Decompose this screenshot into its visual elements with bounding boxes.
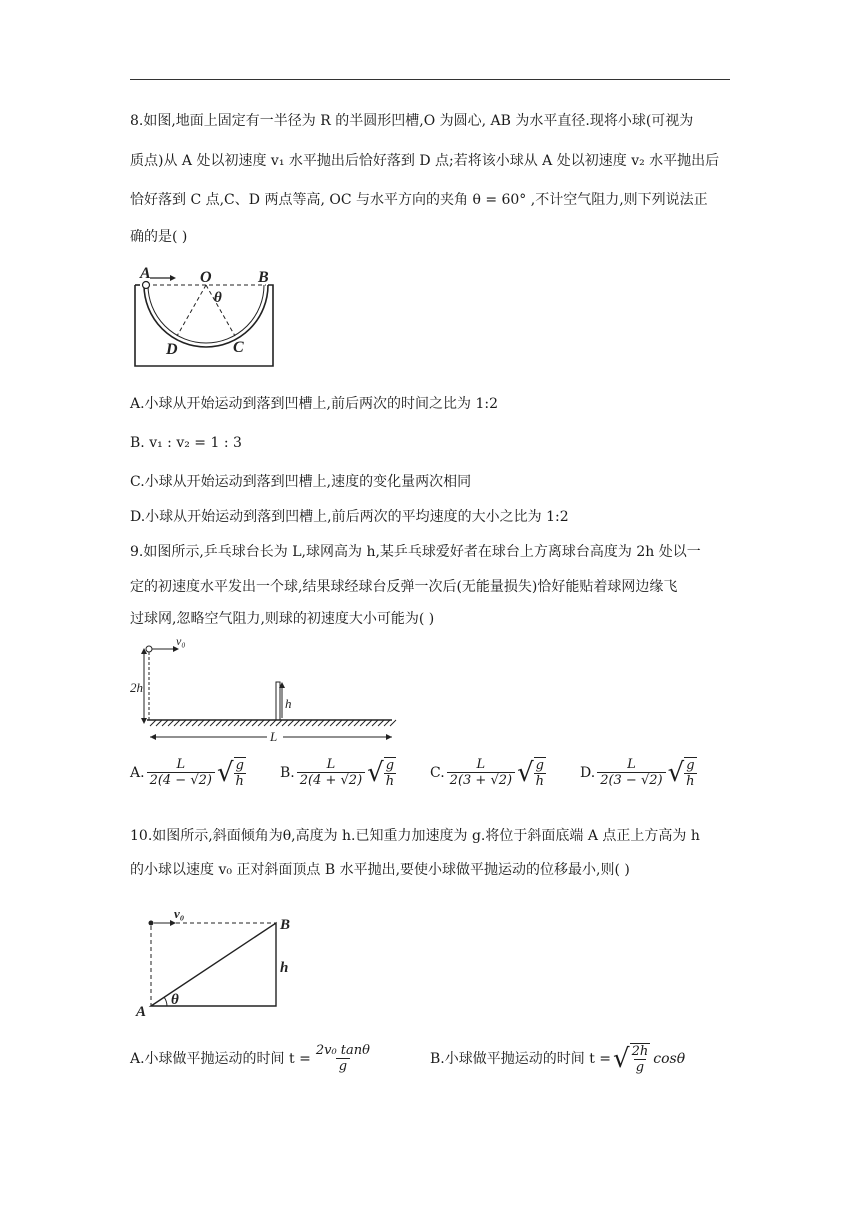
table-hatch-mark: [246, 720, 252, 726]
q9-option-b-den: 2(4 + √2): [297, 772, 365, 789]
q8-line-1: 8.如图,地面上固定有一半径为 R 的半圆形凹槽,O 为圆心, AB 为水平直径.现将小球(可视为: [130, 113, 694, 129]
table-hatch-mark: [378, 720, 384, 726]
q10-label-h: h: [280, 960, 289, 976]
table-hatch-mark: [312, 720, 318, 726]
q8-label-d: D: [166, 341, 178, 358]
q9-option-b-rad-num: g: [385, 758, 395, 773]
table-hatch-mark: [330, 720, 336, 726]
q10-option-a-fraction: [313, 1043, 373, 1075]
q9-option-a-rad-den: h: [235, 774, 244, 789]
q9-line-3: 过球网,忽略空气阻力,则球的初速度大小可能为( ): [130, 611, 435, 627]
q9-label-v0: v₀: [176, 636, 186, 648]
q9-option-c-num: L: [476, 757, 486, 772]
q8-label-theta: θ: [214, 290, 222, 306]
q9-option-b-radical: √ $\frac{g}{h}$: [367, 758, 395, 789]
table-hatch-mark: [228, 720, 234, 726]
q9-line-2: 定的初速度水平发出一个球,结果球经球台反弹一次后(无能量损失)恰好能贴着球网边缘飞: [130, 579, 678, 595]
table-hatch-mark: [264, 720, 270, 726]
q10-line-2: 的小球以速度 v₀ 正对斜面顶点 B 水平抛出,要使小球做平抛运动的位移最小,则( ): [130, 862, 630, 878]
table-hatch-mark: [270, 720, 276, 726]
q10-option-b-text: B.小球做平抛运动的时间 t =: [430, 1051, 611, 1067]
q8-line-2: 质点)从 A 处以初速度 v₁ 水平抛出后恰好落到 D 点;若将该小球从 A 处以初速度 v₂ 水平抛出后: [130, 153, 720, 169]
table-hatch-mark: [216, 720, 222, 726]
q8-option-b: B. v₁ : v₂ = 1 : 3: [130, 435, 242, 451]
q9-line-1: 9.如图所示,乒乓球台长为 L,球网高为 h,某乒乓球爱好者在球台上方离球台高度为 2h 处以一: [130, 544, 701, 560]
q9-option-d-rad-den: h: [686, 774, 695, 789]
q9-option-a-rad-num: g: [235, 758, 244, 773]
table-hatch-mark: [234, 720, 240, 726]
q9-option-d-den: 2(3 − √2): [597, 772, 665, 789]
q8-option-d: D.小球从开始运动到落到凹槽上,前后两次的平均速度的大小之比为 1:2: [130, 509, 569, 525]
q10-label-theta: θ: [171, 992, 179, 1008]
table-hatch-mark: [276, 720, 282, 726]
table-hatch-mark: [324, 720, 330, 726]
q10-option-b-radical: √ $\frac{2h}{g}$: [613, 1044, 649, 1075]
q9-option-d: [580, 757, 697, 789]
q8-option-c: C.小球从开始运动到落到凹槽上,速度的变化量两次相同: [130, 474, 472, 490]
table-hatch-mark: [240, 720, 246, 726]
q9-option-a-prefix: A.: [130, 765, 145, 781]
q9-option-d-rad-num: g: [686, 758, 695, 773]
q9-option-c-fraction: [447, 757, 515, 789]
q10-label-v0: v₀: [174, 906, 185, 921]
header-rule: [130, 79, 730, 80]
table-hatch-mark: [204, 720, 210, 726]
table-hatch-mark: [174, 720, 180, 726]
table-hatch-mark: [342, 720, 348, 726]
q9-option-d-fraction: [597, 757, 665, 789]
q9-option-a-radical: √ $\frac{g}{h}$: [216, 758, 244, 789]
q10-option-b-rad-den: g: [635, 1060, 645, 1075]
q8-label-o: O: [200, 269, 212, 286]
table-hatch-mark: [282, 720, 288, 726]
q9-option-a-num: L: [176, 757, 186, 772]
q10-option-a-text: A.小球做平抛运动的时间 t =: [130, 1051, 311, 1067]
table-hatch-mark: [366, 720, 372, 726]
q9-option-a-den: 2(4 − √2): [147, 772, 215, 789]
q10-option-a-num: 2v₀ tanθ: [315, 1043, 370, 1058]
table-hatch-mark: [192, 720, 198, 726]
table-hatch-mark: [306, 720, 312, 726]
q9-option-c-prefix: C.: [430, 765, 445, 781]
q10-option-b: [430, 1043, 685, 1075]
q9-option-b-fraction: [297, 757, 365, 789]
q9-label-h: h: [285, 696, 292, 711]
q9-option-c-rad-num: g: [535, 758, 544, 773]
table-hatch-mark: [258, 720, 264, 726]
q9-option-b-rad-den: h: [385, 774, 395, 789]
q10-option-a: [130, 1043, 373, 1075]
q9-option-d-prefix: D.: [580, 765, 596, 781]
table-hatch-mark: [318, 720, 324, 726]
q9-option-a: [130, 757, 246, 789]
q8-line-4: 确的是( ): [130, 229, 188, 245]
q10-option-a-den: g: [336, 1058, 350, 1075]
q9-option-a-fraction: [147, 757, 215, 789]
table-hatch-mark: [348, 720, 354, 726]
table-hatch-mark: [198, 720, 204, 726]
q8-label-a: A: [140, 265, 151, 282]
q10-line-1: 10.如图所示,斜面倾角为θ,高度为 h.已知重力加速度为 g.将位于斜面底端 A 点正上方高为 h: [130, 828, 700, 844]
q9-option-c-radical: √ $\frac{g}{h}$: [517, 758, 545, 789]
q9-option-b-num: L: [326, 757, 336, 772]
q9-option-d-num: L: [627, 757, 636, 772]
table-hatch-mark: [384, 720, 390, 726]
q10-label-b: B: [280, 917, 291, 933]
q9-figure: [130, 636, 400, 744]
q8-label-b: B: [258, 269, 269, 286]
q10-option-b-tail: cosθ: [653, 1051, 686, 1067]
table-hatch-mark: [354, 720, 360, 726]
q9-label-2h: 2h: [130, 680, 143, 695]
q10-label-a: A: [136, 1004, 147, 1020]
table-hatch-mark: [210, 720, 216, 726]
table-hatch-mark: [156, 720, 162, 726]
table-hatch-mark: [222, 720, 228, 726]
q9-option-c-den: 2(3 + √2): [447, 772, 515, 789]
table-hatch-mark: [180, 720, 186, 726]
q8-figure: [130, 262, 280, 372]
table-hatch-mark: [360, 720, 366, 726]
q9-label-l: L: [270, 729, 278, 744]
q10-option-b-rad-num: 2h: [631, 1044, 649, 1059]
table-hatch-mark: [372, 720, 378, 726]
table-hatch-mark: [168, 720, 174, 726]
q9-option-c-rad-den: h: [535, 774, 545, 789]
table-hatch-mark: [288, 720, 294, 726]
table-hatch-mark: [336, 720, 342, 726]
table-hatch-mark: [300, 720, 306, 726]
table-hatch-mark: [186, 720, 192, 726]
table-hatch-mark: [162, 720, 168, 726]
table-hatch-mark: [294, 720, 300, 726]
q8-label-c: C: [233, 339, 244, 356]
table-hatch-mark: [390, 720, 396, 726]
q8-option-a: A.小球从开始运动到落到凹槽上,前后两次的时间之比为 1:2: [130, 396, 498, 412]
q8-line-3: 恰好落到 C 点,C、D 两点等高, OC 与水平方向的夹角 θ = 60° ,不计空气阻力,则下列说法正: [130, 192, 708, 208]
q9-option-b-prefix: B.: [280, 765, 295, 781]
q9-option-c: [430, 757, 546, 789]
q10-figure: [134, 902, 304, 1022]
q9-option-d-radical: √ $\frac{g}{h}$: [667, 758, 695, 789]
q9-option-b: [280, 757, 396, 789]
table-hatch-mark: [150, 720, 156, 726]
table-hatch-mark: [252, 720, 258, 726]
